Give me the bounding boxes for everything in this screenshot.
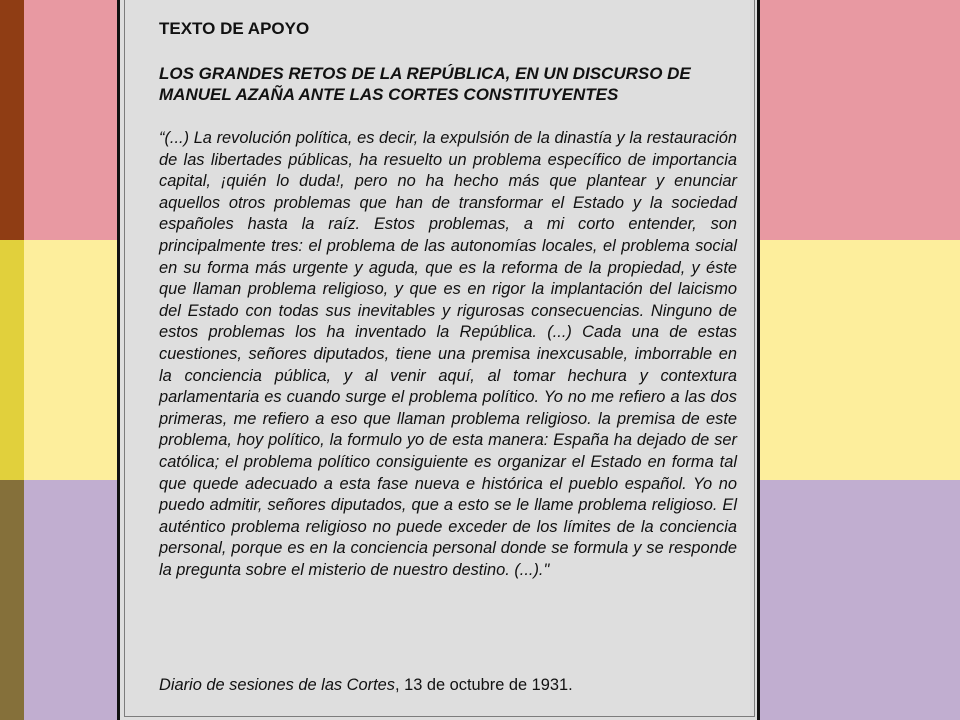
left-stripe-red — [0, 0, 24, 240]
text-panel-frame — [124, 0, 755, 717]
source-citation — [159, 676, 737, 695]
document-title: LOS GRANDES RETOS DE LA REPÚBLICA, EN UN DISCURSO DE MANUEL AZAÑA ANTE LAS CORTES CONSTITUYENTES — [159, 64, 691, 104]
source-publication: Diario de sesiones de las Cortes — [159, 676, 395, 694]
speech-quote: “(...) La revolución política, es decir, la expulsión de la dinastía y la restauración de las libertades públicas, ha resuelto un problema específico de importancia capital, ¡quién lo duda!, pero no ha hecho más que plantear y enunciar aquellos otros problemas que han de transformar el Estado y la sociedad españoles hasta la raíz. Estos problemas, a mi corto entender, son principalmente tres: el problema de las autonomías locales, el problema social en su forma más urgente y aguda, que es la reforma de la propiedad, y éste que llaman problema religioso, y que es en rigor la implantación del laicismo del Estado con todas sus inevitables y rigurosas consecuencias. Ninguno de estos problemas los ha inventado la República. (...) Cada una de estas cuestiones, señores diputados, tiene una premisa inexcusable, imborrable en la conciencia pública, y al venir aquí, al tomar hechura y contextura parlamentaria es cuando surge el problema político. Yo no me refiero a las dos primeras, me refiero a eso que llaman problema religioso. la premisa de este problema, hoy político, la formulo yo de esta manera: España ha dejado de ser católica; el problema político consiguiente es organizar el Estado en forma tal que quede adecuado a esta fase nueva e histórica el pueblo español. Yo no puedo admitir, señores diputados, que a esto se le llame problema religioso. El auténtico problema religioso no puede exceder de los límites de la conciencia personal, porque es en la conciencia personal donde se formula y se responde la pregunta sobre el misterio de nuestro destino. (...)." — [159, 129, 737, 579]
left-stripe-purple — [0, 480, 24, 720]
left-stripe-yellow — [0, 240, 24, 480]
document-label: TEXTO DE APOYO — [159, 19, 310, 38]
text-panel — [117, 0, 760, 720]
source-date: , 13 de octubre de 1931. — [394, 676, 573, 694]
